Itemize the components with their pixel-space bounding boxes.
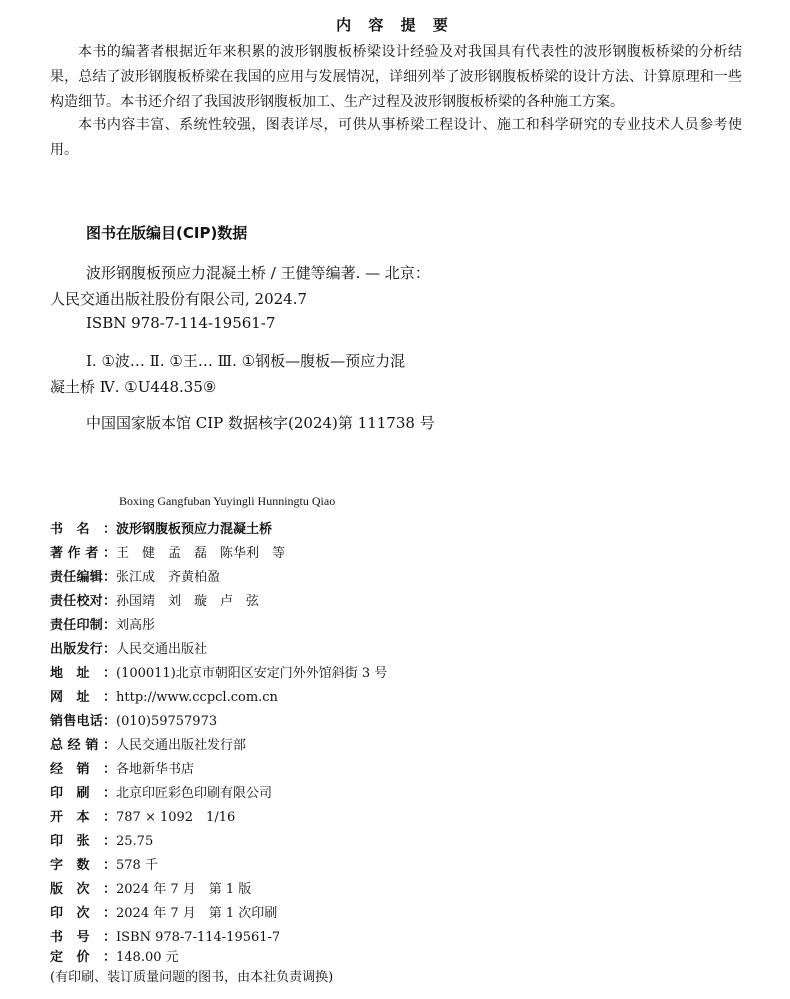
colophon-row <box>50 518 272 537</box>
colophon-row <box>50 830 153 849</box>
colophon-row <box>50 686 278 705</box>
colophon-row <box>50 662 387 681</box>
colophon-row <box>50 946 179 965</box>
colophon-label: 总经销： <box>50 738 116 753</box>
colophon-row <box>50 878 251 897</box>
colophon-label: 书号： <box>50 930 116 945</box>
colophon-value: ISBN 978-7-114-19561-7 <box>116 930 281 945</box>
colophon-value: (010)59757973 <box>116 714 218 729</box>
colophon-row <box>50 734 246 753</box>
cip-line-6: 中国国家版本馆 CIP 数据核字(2024)第 111738 号 <box>86 414 435 432</box>
colophon-value: 各地新华书店 <box>116 762 195 777</box>
colophon-row <box>50 782 272 801</box>
colophon-row <box>50 926 280 945</box>
colophon-row <box>50 542 285 561</box>
colophon-label: 销售电话： <box>50 714 116 729</box>
colophon-label: 书名： <box>50 522 116 537</box>
summary-paragraph-2: 本书内容丰富、系统性较强，图表详尽，可供从事桥梁工程设计、施工和科学研究的专业技术人员参考使用。 <box>50 117 742 158</box>
colophon-value: http://www.ccpcl.com.cn <box>116 690 278 705</box>
colophon-label: 出版发行： <box>50 642 116 657</box>
colophon-value: 148.00 元 <box>116 950 179 965</box>
cip-line-1: 波形钢腹板预应力混凝土桥 / 王健等编著. — 北京： <box>86 264 430 282</box>
colophon-value: 578 千 <box>116 858 158 873</box>
colophon-label: 印次： <box>50 906 116 921</box>
colophon-row <box>50 566 220 585</box>
quality-note: (有印刷、装订质量问题的图书，由本社负责调换) <box>50 970 334 985</box>
cip-line-3: ISBN 978-7-114-19561-7 <box>86 314 276 332</box>
colophon-row <box>50 638 207 657</box>
colophon-value: 王 健 孟 磊 陈华利 等 <box>116 546 286 561</box>
colophon-label: 版次： <box>50 882 116 897</box>
cip-line-2: 人民交通出版社股份有限公司, 2024.7 <box>50 290 308 308</box>
colophon-value: 人民交通出版社 <box>116 642 208 657</box>
colophon-value: 人民交通出版社发行部 <box>116 738 247 753</box>
colophon-label: 责任编辑： <box>50 570 116 585</box>
colophon-label: 印张： <box>50 834 116 849</box>
colophon-value: 787 × 1092 1/16 <box>116 810 236 825</box>
colophon-row <box>50 614 155 633</box>
colophon-label: 著作者： <box>50 546 116 561</box>
colophon-value: (100011)北京市朝阳区安定门外外馆斜街 3 号 <box>116 666 388 681</box>
colophon-value: 25.75 <box>116 834 154 849</box>
summary-title: 内 容 提 要 <box>336 16 454 34</box>
colophon-value: 北京印匠彩色印刷有限公司 <box>116 786 273 801</box>
cip-line-5: 凝土桥 Ⅳ. ①U448.35⑨ <box>50 378 217 396</box>
cip-heading: 图书在版编目(CIP)数据 <box>86 224 248 242</box>
colophon-row <box>50 806 235 825</box>
cip-line-4: Ⅰ. ①波… Ⅱ. ①王… Ⅲ. ①钢板—腹板—预应力混 <box>86 352 406 370</box>
colophon-row <box>50 710 217 729</box>
pinyin-title: Boxing Gangfuban Yuyingli Hunningtu Qiao <box>119 494 336 508</box>
colophon-label: 地址： <box>50 666 116 681</box>
colophon-label: 责任校对： <box>50 594 116 609</box>
colophon-row <box>50 902 277 921</box>
colophon-label: 开本： <box>50 810 116 825</box>
colophon-row <box>50 854 158 873</box>
colophon-label: 网址： <box>50 690 116 705</box>
colophon-label: 经销： <box>50 762 116 777</box>
colophon-value: 2024 年 7 月 第 1 版 <box>116 882 252 897</box>
colophon-value: 孙国靖 刘 璇 卢 弦 <box>116 594 260 609</box>
colophon-value: 2024 年 7 月 第 1 次印刷 <box>116 906 278 921</box>
colophon-value: 刘高彤 <box>116 618 156 633</box>
colophon-value: 张江成 齐黄柏盈 <box>116 570 221 585</box>
colophon-row <box>50 758 194 777</box>
colophon-label: 字数： <box>50 858 116 873</box>
colophon-value: 波形钢腹板预应力混凝土桥 <box>116 522 273 537</box>
colophon-row <box>50 590 259 609</box>
colophon-label: 责任印制： <box>50 618 116 633</box>
colophon-label: 印刷： <box>50 786 116 801</box>
summary-paragraph-1: 本书的编著者根据近年来积累的波形钢腹板桥梁设计经验及对我国具有代表性的波形钢腹板桥梁的分析结果，总结了波形钢腹板桥梁在我国的应用与发展情况，详细列举了波形钢腹板桥梁的设计方法、计算原理和一些构造细节。本书还介绍了我国波形钢腹板加工、生产过程及波形钢腹板桥梁的各种施工方案。 <box>50 44 742 110</box>
colophon-label: 定价： <box>50 950 116 965</box>
